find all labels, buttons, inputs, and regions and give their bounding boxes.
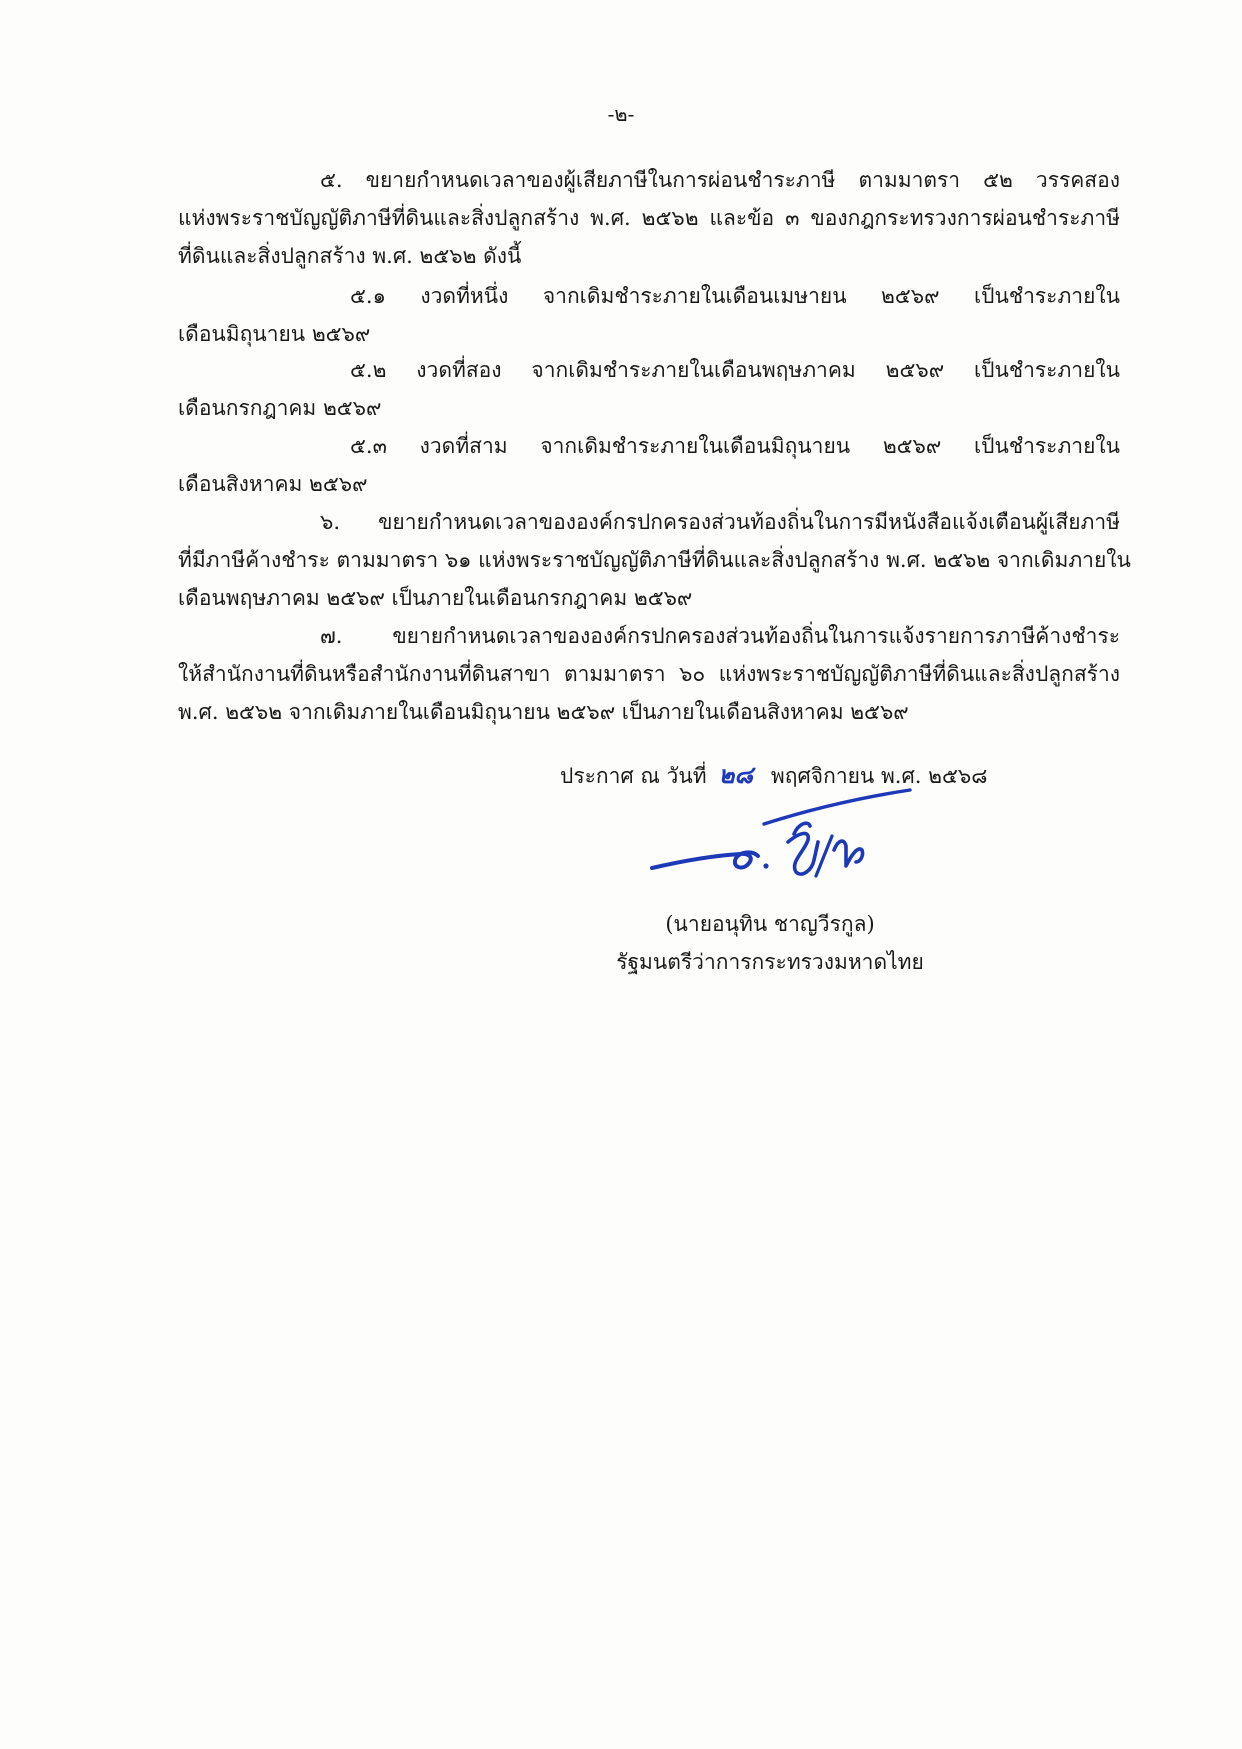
announcement-month-year: พฤศจิกายน พ.ศ. ๒๕๖๘ (770, 764, 988, 788)
item-5-1-line-2: เดือนมิถุนายน ๒๕๖๙ (178, 322, 371, 346)
paragraph-6-line-2: ที่มีภาษีค้างชำระ ตามมาตรา ๖๑ แห่งพระราชบัญญัติภาษีที่ดินและสิ่งปลูกสร้าง พ.ศ. ๒๕๖๒ จากเดิมภายใน (178, 548, 1131, 572)
item-5-2-line-2: เดือนกรกฎาคม ๒๕๖๙ (178, 396, 382, 420)
page-number: -๒- (607, 102, 635, 126)
item-5-3-line-2: เดือนสิงหาคม ๒๕๖๙ (178, 472, 368, 496)
announcement-day: ๒๘ (718, 761, 753, 789)
signer-title: รัฐมนตรีว่าการกระทรวงมหาดไทย (616, 950, 924, 974)
item-5-1-line-1: ๕.๑ งวดที่หนึ่ง จากเดิมชำระภายในเดือนเมษายน ๒๕๖๙ เป็นชำระภายใน (350, 284, 1120, 308)
paragraph-7-line-2: ให้สำนักงานที่ดินหรือสำนักงานที่ดินสาขา ตามมาตรา ๖๐ แห่งพระราชบัญญัติภาษีที่ดินและสิ่งปลูกสร้าง (178, 662, 1120, 686)
paragraph-6-line-3: เดือนพฤษภาคม ๒๕๖๙ เป็นภายในเดือนกรกฎาคม ๒๕๖๙ (178, 586, 693, 610)
announcement-prefix: ประกาศ ณ วันที่ (560, 764, 707, 788)
signer-name: (นายอนุทิน ชาญวีรกูล) (665, 912, 875, 936)
paragraph-5-line-1: ๕. ขยายกำหนดเวลาของผู้เสียภาษีในการผ่อนชำระภาษี ตามมาตรา ๕๒ วรรคสอง (320, 168, 1120, 192)
paragraph-7-line-1: ๗. ขยายกำหนดเวลาขององค์กรปกครองส่วนท้องถิ่นในการแจ้งรายการภาษีค้างชำระ (320, 624, 1120, 648)
signature-image (648, 780, 918, 890)
paragraph-6-line-1: ๖. ขยายกำหนดเวลาขององค์กรปกครองส่วนท้องถิ่นในการมีหนังสือแจ้งเตือนผู้เสียภาษี (320, 510, 1120, 534)
item-5-2-line-1: ๕.๒ งวดที่สอง จากเดิมชำระภายในเดือนพฤษภาคม ๒๕๖๙ เป็นชำระภายใน (350, 358, 1120, 382)
paragraph-5-line-3: ที่ดินและสิ่งปลูกสร้าง พ.ศ. ๒๕๖๒ ดังนี้ (178, 244, 522, 268)
paragraph-5-line-2: แห่งพระราชบัญญัติภาษีที่ดินและสิ่งปลูกสร้าง พ.ศ. ๒๕๖๒ และข้อ ๓ ของกฎกระทรวงการผ่อนชำระภาษี (178, 206, 1120, 230)
item-5-3-line-1: ๕.๓ งวดที่สาม จากเดิมชำระภายในเดือนมิถุนายน ๒๕๖๙ เป็นชำระภายใน (350, 434, 1120, 458)
paragraph-7-line-3: พ.ศ. ๒๕๖๒ จากเดิมภายในเดือนมิถุนายน ๒๕๖๙ เป็นภายในเดือนสิงหาคม ๒๕๖๙ (178, 700, 909, 724)
